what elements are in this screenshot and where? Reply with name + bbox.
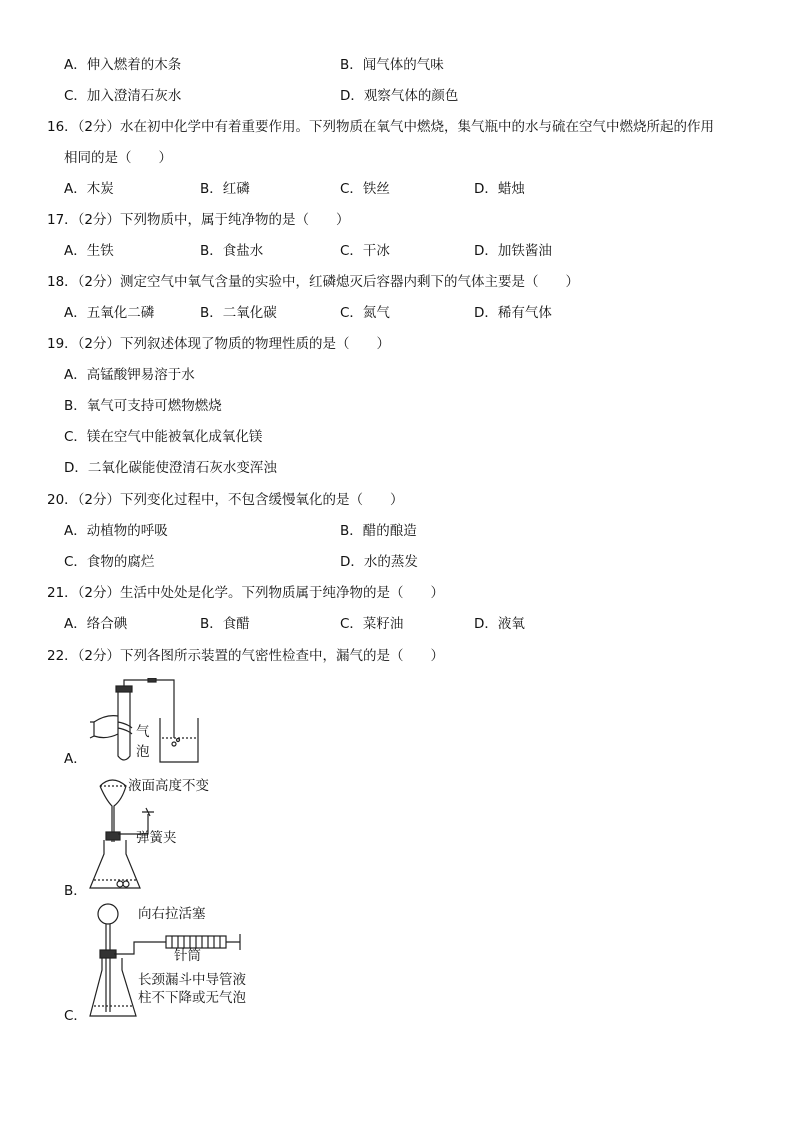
q19-stem: 19．（2分）下列叙述体现了物质的物理性质的是（ ） — [47, 336, 391, 352]
figure-b-apparatus — [88, 776, 248, 896]
hand — [94, 716, 132, 738]
q20-option-d: D．水的蒸发 — [340, 554, 418, 570]
connecting-tube — [114, 942, 166, 954]
q22-stem: 22．（2分）下列各图所示装置的气密性检查中，漏气的是（ ） — [47, 648, 445, 664]
syringe-plunger — [226, 934, 240, 950]
q17-stem: 17．（2分）下列物质中，属于纯净物的是（ ） — [47, 212, 350, 228]
q20-option-c: C．食物的腐烂 — [64, 554, 155, 570]
q16-option-b: B．红磷 — [200, 181, 250, 197]
q16-option-c: C．铁丝 — [340, 181, 390, 197]
q18-option-b: B．二氧化碳 — [200, 305, 277, 321]
q18-option-a: A．五氧化二磷 — [64, 305, 155, 321]
q21-option-c: C．菜籽油 — [340, 616, 404, 632]
q21-option-a: A．络合碘 — [64, 616, 128, 632]
q18-stem: 18．（2分）测定空气中氧气含量的实验中，红磷熄灭后容器内剩下的气体主要是（ ） — [47, 274, 580, 290]
q17-option-d: D．加铁酱油 — [474, 243, 552, 259]
q18-option-d: D．稀有气体 — [474, 305, 552, 321]
q15-option-b: B．闻气体的气味 — [340, 57, 444, 73]
q16-stem-line2: 相同的是（ ） — [64, 150, 172, 166]
q20-stem: 20．（2分）下列变化过程中，不包含缓慢氧化的是（ ） — [47, 492, 404, 508]
q22-option-b-letter: B． — [64, 883, 87, 899]
q15-option-d: D．观察气体的颜色 — [340, 88, 459, 104]
figure-c-apparatus — [88, 902, 268, 1024]
q21-option-d: D．液氧 — [474, 616, 525, 632]
q16-option-d: D．蜡烛 — [474, 181, 525, 197]
q17-option-c: C．干冰 — [340, 243, 390, 259]
figure-a-label-1: 气 — [136, 724, 150, 740]
figure-a-apparatus — [88, 678, 208, 766]
figure-c-label-note-2: 柱不下降或无气泡 — [138, 990, 246, 1006]
q19-option-d: D．二氧化碳能使澄清石灰水变浑浊 — [64, 460, 277, 476]
q21-option-b: B．食醋 — [200, 616, 250, 632]
q21-stem: 21．（2分）生活中处处是化学。下列物质属于纯净物的是（ ） — [47, 585, 445, 601]
conical-flask — [90, 958, 136, 1016]
figure-a-label-2: 泡 — [136, 744, 150, 760]
figure-c-label-note-1: 长颈漏斗中导管液 — [138, 972, 246, 988]
long-neck-funnel — [98, 904, 118, 924]
q22-option-c-letter: C． — [64, 1008, 87, 1024]
q19-option-a: A．高锰酸钾易溶于水 — [64, 367, 195, 383]
q19-option-b: B．氧气可支持可燃物燃烧 — [64, 398, 222, 414]
q19-option-c: C．镁在空气中能被氧化成氧化镁 — [64, 429, 263, 445]
q20-option-a: A．动植物的呼吸 — [64, 523, 168, 539]
conical-flask — [90, 840, 140, 888]
q17-option-b: B．食盐水 — [200, 243, 264, 259]
figure-b-label-top: 液面高度不变 — [128, 778, 209, 794]
figure-b-label-clamp: 弹簧夹 — [136, 830, 177, 846]
q15-option-c: C．加入澄清石灰水 — [64, 88, 182, 104]
q16-stem-line1: 16．（2分）水在初中化学中有着重要作用。下列物质在氧气中燃烧，集气瓶中的水与硫在空气中燃烧所起的作用 — [47, 119, 715, 135]
q18-option-c: C．氮气 — [340, 305, 390, 321]
q17-option-a: A．生铁 — [64, 243, 114, 259]
figure-c-label-pull: 向右拉活塞 — [138, 906, 206, 922]
q16-option-a: A．木炭 — [64, 181, 114, 197]
figure-c-label-syringe: 针筒 — [174, 948, 201, 964]
stopper — [116, 686, 132, 692]
q15-option-a: A．伸入燃着的木条 — [64, 57, 182, 73]
q22-option-a-letter: A． — [64, 751, 87, 767]
q20-option-b: B．醋的酿造 — [340, 523, 417, 539]
flask-stopper — [106, 832, 120, 840]
